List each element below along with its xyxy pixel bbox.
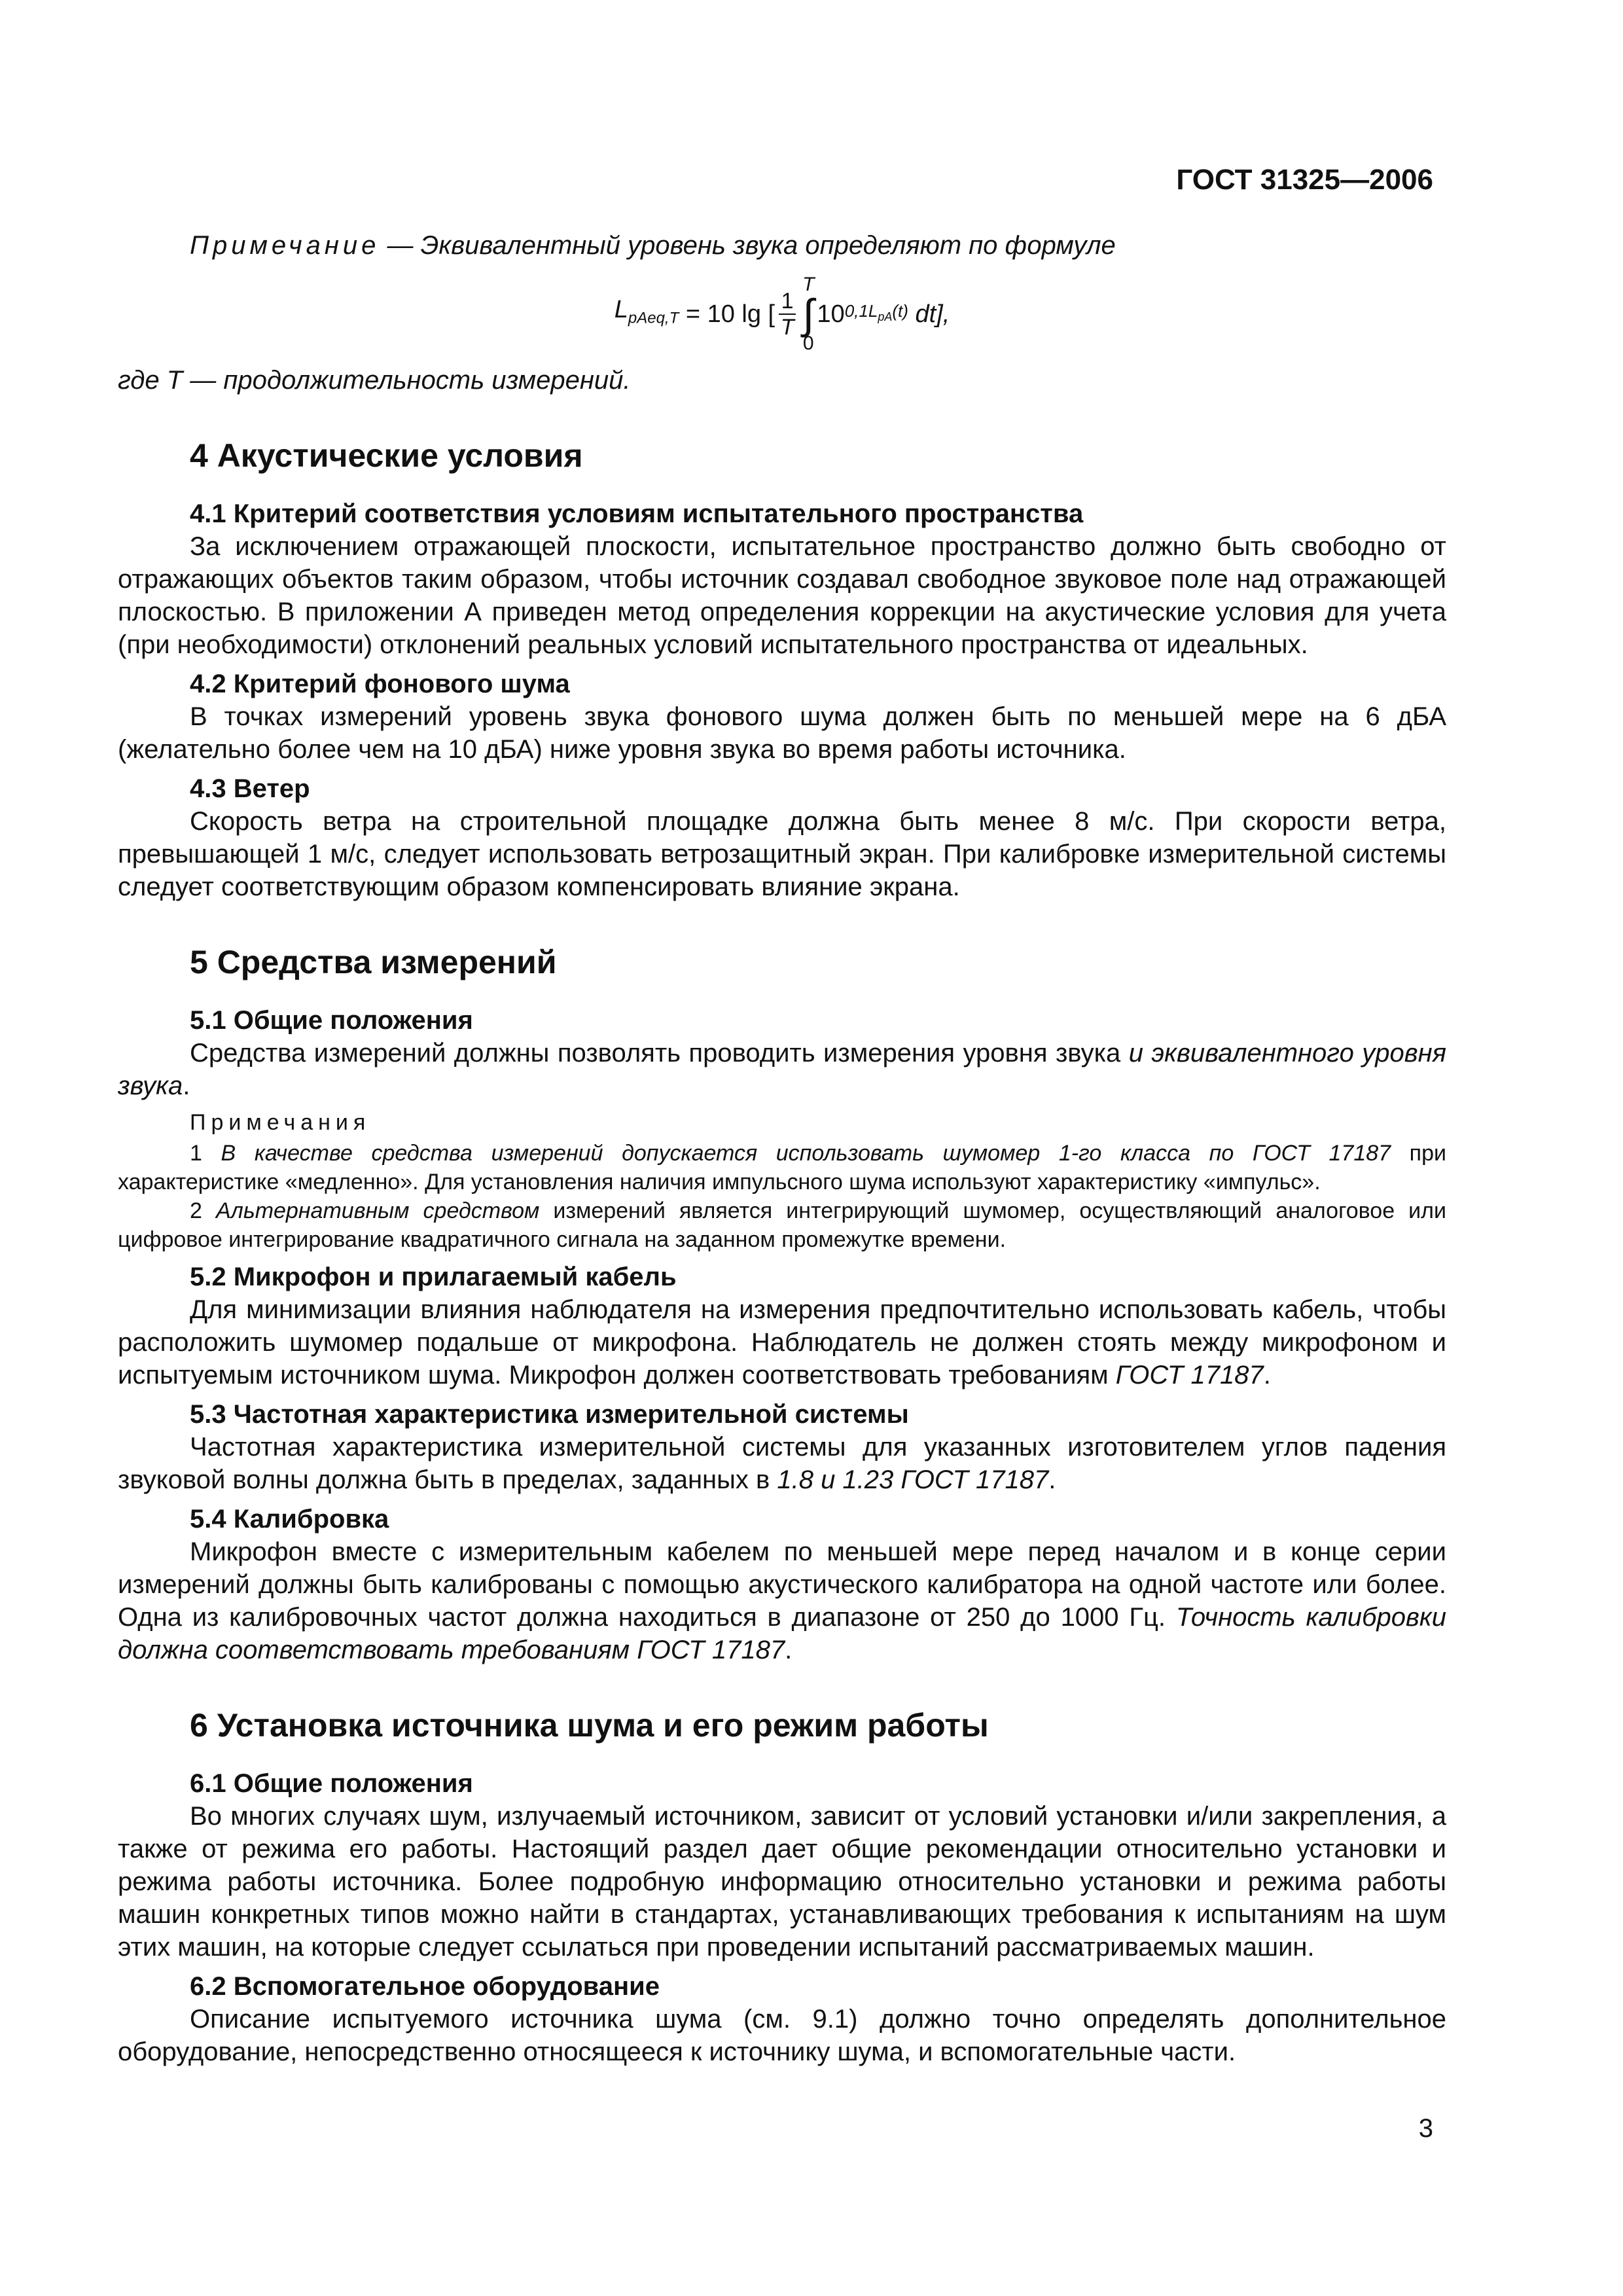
integral-sign: T ∫ 0 <box>802 274 815 354</box>
section-4-3-title: 4.3 Ветер <box>190 774 310 803</box>
formula-note <box>190 229 1446 262</box>
section-5-title: 5 Средства измерений <box>190 944 557 980</box>
page-content <box>118 229 1446 2068</box>
section-6-2-title: 6.2 Вспомогательное оборудование <box>190 1972 660 2001</box>
section-5-3-text: Частотная характеристика измерительной системы для указанных изготовителем углов падения звуковой волны должна быть в пределах, заданных в 1.8 и 1.23 ГОСТ 17187. <box>118 1433 1446 1494</box>
note-1: 1 В качестве средства измерений допускается использовать шумомер 1-го класса по ГОСТ 17187 при характеристике «медленно». Для установления наличия импульсного шума используют характеристику «импульс». <box>118 1141 1446 1194</box>
formula-where: где T — продолжительность измерений. <box>118 366 631 395</box>
section-4-1-title: 4.1 Критерий соответствия условиям испытательного пространства <box>190 499 1084 528</box>
formula-base: 10 <box>817 300 845 328</box>
section-6-1-text: Во многих случаях шум, излучаемый источником, зависит от условий установки и/или закрепления, а также от режима его работы. Настоящий раздел дает общие рекомендации относительно установки и режима работы источника. Более подробную информацию относительно установки и режима работы машин конкретных типов можно найти в стандартах, устанавливающих требования к испытаниям на шум этих машин, на которые следует ссылаться при проведении испытаний рассматриваемых машин. <box>118 1802 1446 1962</box>
note-label: Примечание <box>190 231 380 260</box>
section-4-2-text: В точках измерений уровень звука фонового шума должен быть по меньшей мере на 6 дБА (желательно более чем на 10 дБА) ниже уровня звука во время работы источника. <box>118 702 1446 764</box>
section-5-2-text: Для минимизации влияния наблюдателя на измерения предпочтительно использовать кабель, чтобы расположить шумомер подальше от микрофона. Наблюдатель не должен стоять между микрофоном и испытуемым источником шума. Микрофон должен соответствовать требованиям ГОСТ 17187. <box>118 1295 1446 1390</box>
section-5-4-text: Микрофон вместе с измерительным кабелем по меньшей мере перед началом и в конце серии измерений должны быть калиброваны с помощью акустического калибратора на одной частоте или более. Одна из калибровочных частот должна находиться в диапазоне от 250 до 1000 Гц. Точность калибровки должна соответствовать требованиям ГОСТ 17187. <box>118 1537 1446 1664</box>
section-4-3-text: Скорость ветра на строительной площадке должна быть менее 8 м/с. При скорости ветра, превышающей 1 м/с, следует использовать ветрозащитный экран. При калибровке измерительной системы следует соответствующим образом компенсировать влияние экрана. <box>118 807 1446 901</box>
formula-rhs-suffix: dt], <box>915 300 950 328</box>
section-5-4-title: 5.4 Калибровка <box>190 1505 389 1534</box>
section-4-2-title: 4.2 Критерий фонового шума <box>190 670 570 698</box>
note-2: 2 Альтернативным средством измерений является интегрирующий шумомер, осуществляющий аналоговое или цифровое интегрирование квадратичного сигнала на заданном промежутке времени. <box>118 1198 1447 1252</box>
section-6-1-title: 6.1 Общие положения <box>190 1769 473 1798</box>
equivalent-level-formula <box>118 268 1446 360</box>
formula-rhs-prefix: = 10 lg [ <box>685 300 776 328</box>
section-5-1-title: 5.1 Общие положения <box>190 1006 473 1035</box>
section-6-title: 6 Установка источника шума и его режим работы <box>190 1707 989 1744</box>
section-6-2-text: Описание испытуемого источника шума (см. 9.1) должно точно определять дополнительное оборудование, непосредственно относящееся к источнику шума, и вспомогательные части. <box>118 2005 1446 2066</box>
section-4-1-text: За исключением отражающей плоскости, испытательное пространство должно быть свободно от отражающих объектов таким образом, чтобы источник создавал свободное звуковое поле над отражающей плоскостью. В приложении А приведен метод определения коррекции на акустические условия для учета (при необходимости) отклонений реальных условий испытательного пространства от идеальных. <box>118 532 1446 659</box>
formula-fraction: $\frac{1}{T}$ <box>779 289 796 340</box>
section-5-1-text: Средства измерений должны позволять проводить измерения уровня звука и эквивалентного уровня звука. <box>118 1039 1446 1100</box>
note-text: — Эквивалентный уровень звука определяют по формуле <box>380 231 1116 260</box>
notes-heading: Примечания <box>190 1110 371 1135</box>
section-5-2-title: 5.2 Микрофон и прилагаемый кабель <box>190 1263 677 1291</box>
section-5-3-title: 5.3 Частотная характеристика измерительной системы <box>190 1400 909 1429</box>
formula-exponent: $0,1L_{pA}(t)$ <box>844 301 908 324</box>
standard-id: ГОСТ 31325—2006 <box>1176 164 1433 196</box>
page-number: 3 <box>1418 2114 1433 2143</box>
section-4-title: 4 Акустические условия <box>190 437 583 474</box>
formula-lhs: $L_{pAeq,T}$ <box>614 296 679 327</box>
